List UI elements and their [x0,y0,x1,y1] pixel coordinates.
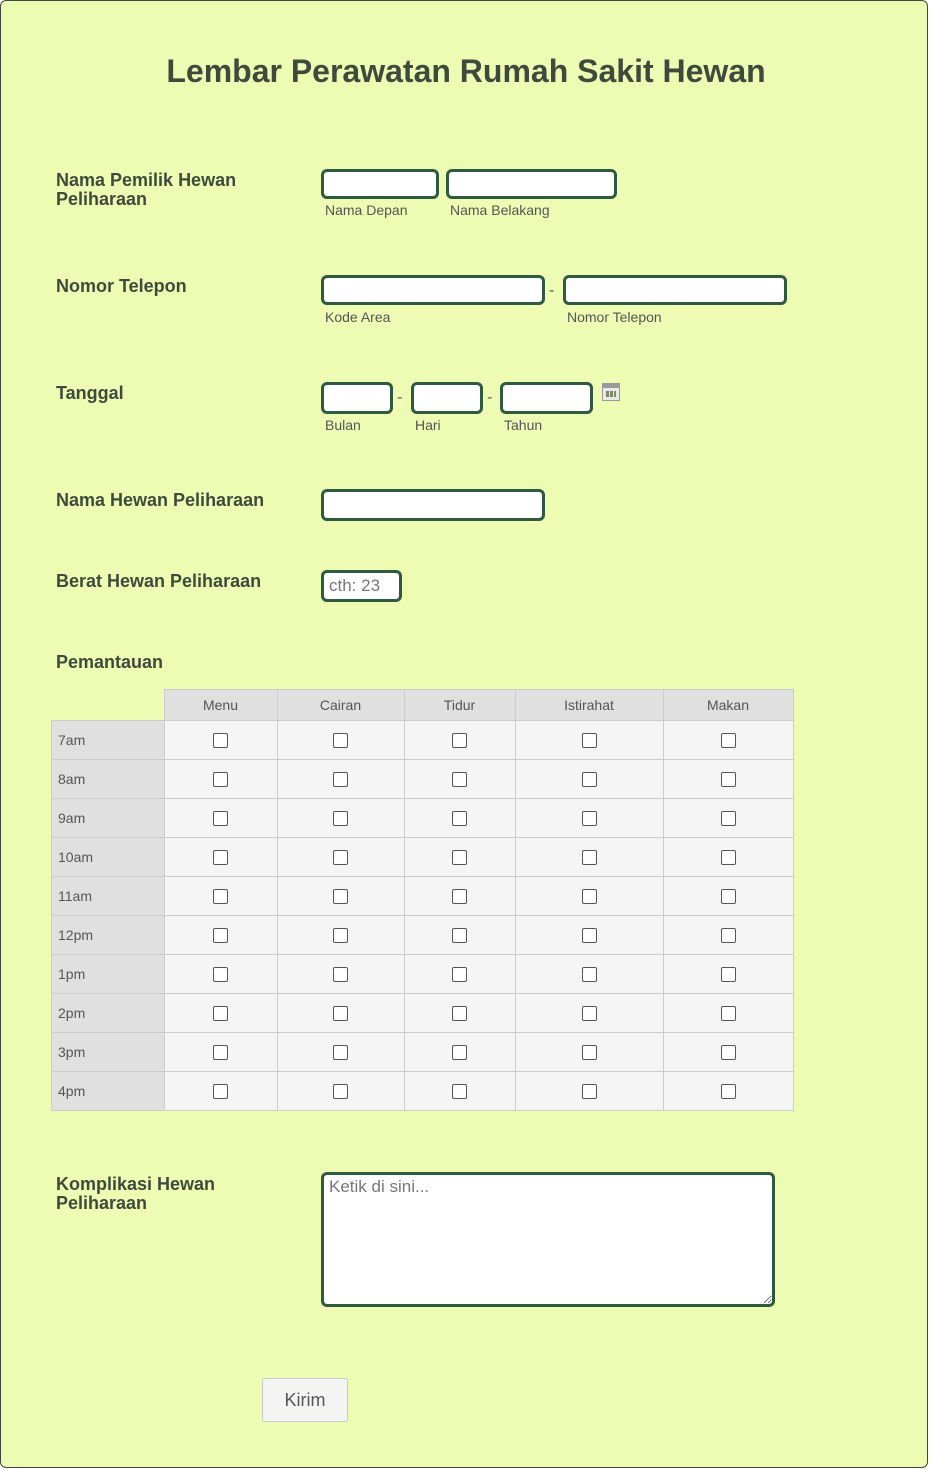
matrix-cell [164,877,277,916]
matrix-cell [663,721,793,760]
pet-weight-label: Berat Hewan Peliharaan [56,571,262,591]
matrix-checkbox[interactable] [452,889,467,904]
day-input[interactable] [411,382,483,414]
matrix-cell [515,721,663,760]
matrix-checkbox[interactable] [582,967,597,982]
matrix-cell [663,760,793,799]
year-input[interactable] [500,382,593,414]
matrix-cell [663,1072,793,1111]
matrix-cell [404,799,515,838]
matrix-cell [515,877,663,916]
matrix-checkbox[interactable] [213,1006,228,1021]
matrix-cell [404,955,515,994]
matrix-checkbox[interactable] [721,850,736,865]
matrix-cell [277,721,404,760]
matrix-row [52,721,794,760]
last-name-sublabel: Nama Belakang [450,202,550,218]
matrix-checkbox[interactable] [582,1006,597,1021]
matrix-checkbox[interactable] [333,772,348,787]
date-separator-2: - [487,389,493,406]
matrix-cell [515,955,663,994]
row-label: 4pm [52,1072,165,1111]
row-label: 1pm [52,955,165,994]
month-input[interactable] [321,382,393,414]
matrix-cell [277,1072,404,1111]
matrix-checkbox[interactable] [333,733,348,748]
matrix-cell [164,1033,277,1072]
matrix-cell [164,721,277,760]
matrix-checkbox[interactable] [213,733,228,748]
matrix-cell [404,994,515,1033]
matrix-cell [663,916,793,955]
matrix-checkbox[interactable] [452,733,467,748]
phone-number-input[interactable] [563,275,787,305]
matrix-cell [164,799,277,838]
matrix-cell [663,877,793,916]
matrix-cell [277,994,404,1033]
matrix-checkbox[interactable] [582,889,597,904]
matrix-checkbox[interactable] [721,772,736,787]
matrix-cell [663,955,793,994]
matrix-checkbox[interactable] [213,772,228,787]
matrix-checkbox[interactable] [213,1045,228,1060]
matrix-checkbox[interactable] [213,889,228,904]
column-header: Makan [663,690,793,721]
monitoring-matrix [51,689,794,1111]
matrix-cell [277,760,404,799]
matrix-checkbox[interactable] [721,928,736,943]
complications-textarea[interactable] [321,1172,775,1307]
matrix-cell [515,760,663,799]
matrix-checkbox[interactable] [721,811,736,826]
matrix-checkbox[interactable] [333,967,348,982]
matrix-checkbox[interactable] [721,1006,736,1021]
matrix-checkbox[interactable] [721,889,736,904]
matrix-cell [404,721,515,760]
month-sublabel: Bulan [325,417,361,433]
matrix-checkbox[interactable] [721,1084,736,1099]
matrix-checkbox[interactable] [213,928,228,943]
form-title: Lembar Perawatan Rumah Sakit Hewan [166,53,766,89]
owner-name-label: Nama Pemilik Hewan Peliharaan [56,170,237,209]
matrix-checkbox[interactable] [333,811,348,826]
matrix-cell [277,1033,404,1072]
matrix-cell [404,760,515,799]
column-header: Cairan [277,690,404,721]
year-sublabel: Tahun [504,417,543,433]
phone-number-sublabel: Nomor Telepon [567,309,662,325]
matrix-cell [515,1033,663,1072]
matrix-cell [663,1033,793,1072]
matrix-cell [404,877,515,916]
matrix-cell [515,1072,663,1111]
matrix-checkbox[interactable] [582,772,597,787]
matrix-checkbox[interactable] [213,811,228,826]
matrix-cell [515,916,663,955]
matrix-checkbox[interactable] [452,811,467,826]
first-name-sublabel: Nama Depan [325,202,408,218]
matrix-cell [404,838,515,877]
row-label: 12pm [52,916,165,955]
phone-label: Nomor Telepon [56,276,187,296]
matrix-cell [404,1033,515,1072]
matrix-checkbox[interactable] [721,1045,736,1060]
matrix-cell [164,955,277,994]
matrix-row [52,838,794,877]
matrix-checkbox[interactable] [213,1084,228,1099]
matrix-checkbox[interactable] [721,733,736,748]
column-header: Tidur [404,690,515,721]
matrix-cell [164,994,277,1033]
matrix-row [52,994,794,1033]
matrix-checkbox[interactable] [582,1045,597,1060]
area-code-input[interactable] [321,275,545,305]
row-label: 10am [52,838,165,877]
pet-weight-input[interactable] [321,570,402,602]
matrix-row [52,877,794,916]
matrix-row [52,799,794,838]
matrix-checkbox[interactable] [452,1006,467,1021]
matrix-corner [52,690,165,721]
matrix-cell [277,838,404,877]
first-name-input[interactable] [321,169,439,199]
matrix-cell [277,955,404,994]
row-label: 9am [52,799,165,838]
matrix-row [52,760,794,799]
matrix-checkbox[interactable] [213,967,228,982]
pet-name-label: Nama Hewan Peliharaan [56,490,265,510]
matrix-cell [164,916,277,955]
last-name-input[interactable] [446,169,617,199]
matrix-checkbox[interactable] [333,1084,348,1099]
matrix-checkbox[interactable] [452,1084,467,1099]
day-sublabel: Hari [415,417,441,433]
row-label: 7am [52,721,165,760]
matrix-cell [515,838,663,877]
matrix-checkbox[interactable] [452,850,467,865]
matrix-checkbox[interactable] [333,1006,348,1021]
matrix-checkbox[interactable] [582,1084,597,1099]
matrix-checkbox[interactable] [582,850,597,865]
matrix-cell [404,1072,515,1111]
date-separator-1: - [397,389,403,406]
matrix-checkbox[interactable] [452,1045,467,1060]
matrix-row [52,1033,794,1072]
row-label: 2pm [52,994,165,1033]
matrix-cell [515,799,663,838]
date-label: Tanggal [56,383,124,403]
complications-label: Komplikasi Hewan Peliharaan [56,1174,216,1213]
matrix-checkbox[interactable] [721,967,736,982]
monitoring-label: Pemantauan [56,652,164,672]
pet-name-input[interactable] [321,489,545,521]
row-label: 3pm [52,1033,165,1072]
matrix-cell [164,838,277,877]
matrix-cell [277,799,404,838]
matrix-checkbox[interactable] [333,889,348,904]
row-label: 11am [52,877,165,916]
matrix-checkbox[interactable] [333,850,348,865]
matrix-row [52,1072,794,1111]
matrix-row [52,916,794,955]
matrix-cell [404,916,515,955]
row-label: 8am [52,760,165,799]
matrix-row [52,955,794,994]
matrix-checkbox[interactable] [582,733,597,748]
matrix-cell [164,1072,277,1111]
matrix-cell [277,877,404,916]
column-header: Menu [164,690,277,721]
matrix-checkbox[interactable] [452,772,467,787]
matrix-cell [164,760,277,799]
matrix-checkbox[interactable] [452,928,467,943]
matrix-cell [663,799,793,838]
matrix-cell [515,994,663,1033]
calendar-icon[interactable] [602,383,620,401]
area-code-sublabel: Kode Area [325,309,391,325]
matrix-cell [663,994,793,1033]
matrix-checkbox[interactable] [452,967,467,982]
matrix-cell [663,838,793,877]
matrix-checkbox[interactable] [582,928,597,943]
matrix-checkbox[interactable] [582,811,597,826]
phone-separator: - [549,282,555,299]
matrix-cell [277,916,404,955]
matrix-checkbox[interactable] [333,928,348,943]
matrix-checkbox[interactable] [213,850,228,865]
matrix-checkbox[interactable] [333,1045,348,1060]
submit-button[interactable]: Kirim [262,1378,348,1422]
column-header: Istirahat [515,690,663,721]
